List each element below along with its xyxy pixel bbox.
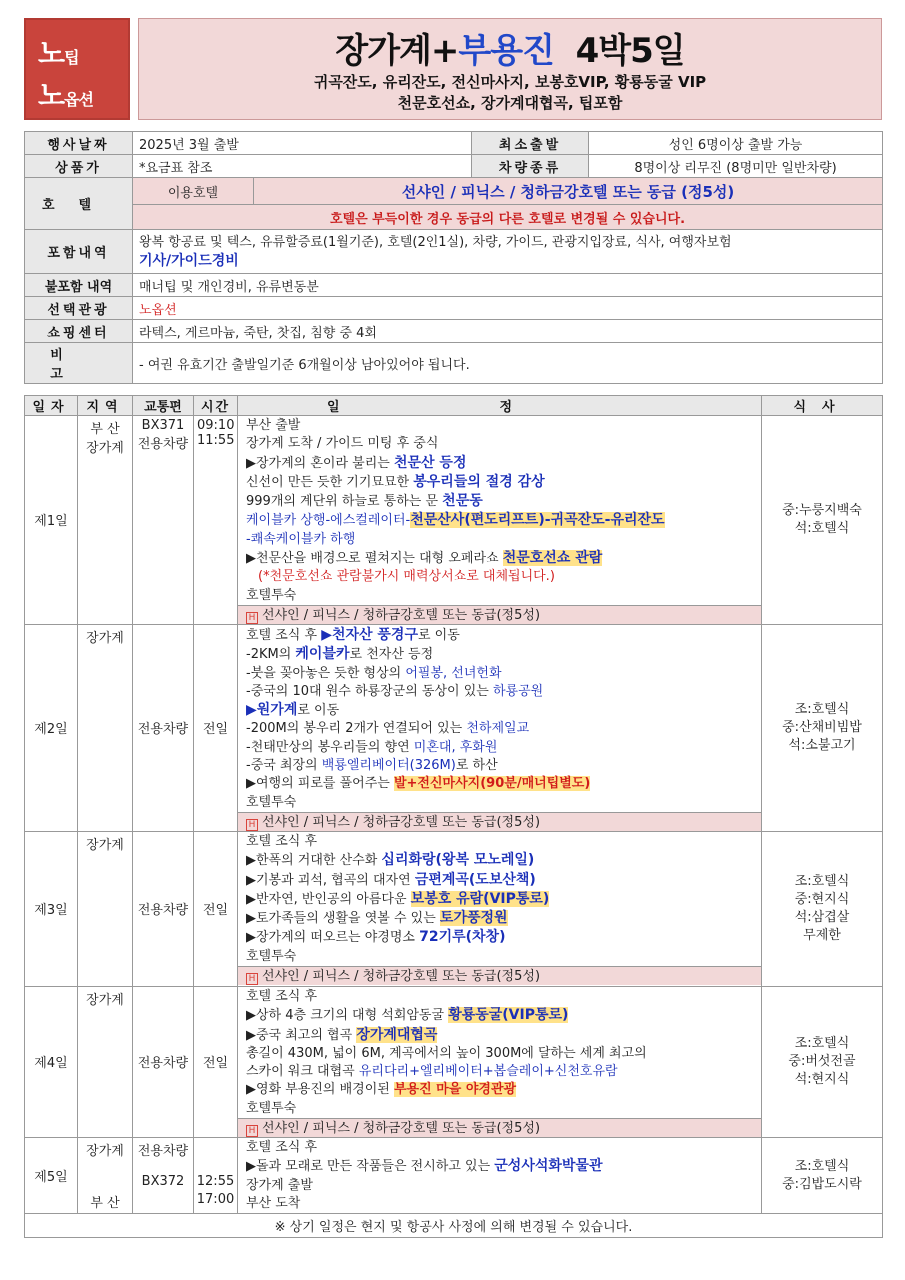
day-transport: 전용차량 <box>133 986 194 1137</box>
header-meal: 식사 <box>762 396 883 416</box>
day-meal: 조:호텔식 중:김밥도시락 <box>762 1138 883 1214</box>
schedule-table <box>24 395 883 1238</box>
brand-logo <box>24 18 130 120</box>
day-region: 장가계 부 산 <box>78 1138 133 1214</box>
included-line-2: 기사/가이드경비 <box>139 252 239 269</box>
label-min: 최소출발 <box>472 132 589 155</box>
label-date: 행사날짜 <box>25 132 133 155</box>
label-hotel: 호텔 <box>25 178 133 230</box>
day-time: 전일 <box>194 831 238 986</box>
day-label: 제3일 <box>25 831 78 986</box>
label-shopping: 쇼핑센터 <box>25 320 133 343</box>
day-region: 장가계 <box>78 831 133 986</box>
day-plan: 호텔 조식 후 ▶상하 4층 크기의 대형 석회암동굴 황룡동굴(VIP통로) ▶중국 최고의 협곡 장가계대협곡 총길이 430M, 넓이 6M, 계곡에서의 높이 300M에 달하는 세계 최고의 스카이 워크 대협곡 유리다리+엘리베이터+봅슬레이+신천호유람 ▶영화 부용진의 배경이된 부용진 마을 야경관광 호텔투숙 H 선샤인 / 피닉스 / 청하금강호텔 또는 동급(정5성) <box>238 986 762 1137</box>
header-region: 지역 <box>78 396 133 416</box>
day-time: 09:10 11:55 <box>194 416 238 625</box>
day-meal: 중:누룽지백숙 석:호텔식 <box>762 416 883 625</box>
label-note: 비고 <box>25 343 133 384</box>
value-min: 성인 6명이상 출발 가능 <box>589 132 883 155</box>
day-row-4 <box>25 986 883 1137</box>
hotel-icon: H <box>246 973 258 985</box>
footer-row <box>25 1214 883 1238</box>
hotel-info: H 선샤인 / 피닉스 / 청하금강호텔 또는 동급(정5성) <box>238 812 761 831</box>
day-plan: 호텔 조식 후 ▶천자산 풍경구로 이동 -2KM의 케이블카로 천자산 등정 -붓을 꽂아놓은 듯한 형상의 어필봉, 선녀헌화 -중국의 10대 원수 하룡장군의 동상이 있는 하룡공원 ▶원가계로 이동 -200M의 봉우리 2개가 연결되어 있는 천하제일교 -천태만상의 봉우리들의 향연 미혼대, 후화원 -중국 최장의 백룡엘리베이터(326M)로 하산 ▶여행의 피로를 풀어주는 발+전신마사지(90분/매너팁별도) 호텔투숙 H 선샤인 / 피닉스 / 청하금강호텔 또는 동급(정5성) <box>238 624 762 831</box>
value-note: - 여권 유효기간 출발일기준 6개월이상 남아있어야 됩니다. <box>133 343 883 384</box>
label-included: 포함내역 <box>25 230 133 274</box>
day-row-2 <box>25 624 883 831</box>
logo-sub-1: 팁 <box>64 48 79 67</box>
value-car: 8명이상 리무진 (8명미만 일반차량) <box>589 155 883 178</box>
hotel-icon: H <box>246 1125 258 1137</box>
day-time: 12:55 17:00 <box>194 1138 238 1214</box>
header-time: 시간 <box>194 396 238 416</box>
day-plan: 호텔 조식 후 ▶돌과 모래로 만든 작품들은 전시하고 있는 군성사석화박물관 장가계 출발 부산 도착 <box>238 1138 762 1214</box>
day-row-1 <box>25 416 883 625</box>
label-car: 차량종류 <box>472 155 589 178</box>
day-meal: 조:호텔식 중:산채비빔밥 석:소불고기 <box>762 624 883 831</box>
day-meal: 조:호텔식 중:버섯전골 석:현지식 <box>762 986 883 1137</box>
value-included <box>133 230 883 274</box>
value-shopping: 라텍스, 게르마늄, 죽탄, 찻집, 침향 중 4회 <box>133 320 883 343</box>
label-option: 선택관광 <box>25 297 133 320</box>
hotel-info: H 선샤인 / 피닉스 / 청하금강호텔 또는 동급(정5성) <box>238 1118 761 1137</box>
hotel-icon: H <box>246 612 258 624</box>
day-time: 전일 <box>194 624 238 831</box>
label-excluded: 불포함 내역 <box>25 274 133 297</box>
day-row-5 <box>25 1138 883 1214</box>
day-region: 장가계 <box>78 986 133 1137</box>
day-region: 부 산 장가계 <box>78 416 133 625</box>
day-row-3 <box>25 831 883 986</box>
value-price: *요금표 참조 <box>133 155 472 178</box>
included-line-1: 왕복 항공료 및 텍스, 유류할증료(1월기준), 호텔(2인1실), 차량, 가이드, 관광지입장료, 식사, 여행자보험 <box>139 234 732 250</box>
day-plan: 호텔 조식 후 ▶한폭의 거대한 산수화 십리화랑(왕복 모노레일) ▶기봉과 괴석, 협곡의 대자연 금편계곡(도보산책) ▶반자연, 반인공의 아름다운 보봉호 유람(VIP통로) ▶토가족들의 생활을 엿볼 수 있는 토가풍정원 ▶장가계의 떠오르는 야경명소 72기루(차창) 호텔투숙 H 선샤인 / 피닉스 / 청하금강호텔 또는 동급(정5성) <box>238 831 762 986</box>
day-transport: 전용차량 <box>133 831 194 986</box>
day-label: 제2일 <box>25 624 78 831</box>
day-transport: 전용차량 BX372 <box>133 1138 194 1214</box>
header-date: 일자 <box>25 396 78 416</box>
hotel-icon: H <box>246 819 258 831</box>
day-plan: 부산 출발 장가계 도착 / 가이드 미팅 후 중식 ▶장가계의 혼이라 불리는 천문산 등정 신선이 만든 듯한 기기묘묘한 봉우리들의 절경 감상 999개의 계단위 하늘로 통하는 문 천문동 케이블카 상행-에스컬레이터-천문산사(편도리프트)-귀곡잔도-유리잔도 -쾌속케이블카 하행 ▶천문산을 배경으로 펼쳐지는 대형 오페라쇼 천문호선쇼 관람 (*천문호선쇼 관람불가시 매력상서쇼로 대체됩니다.) 호텔투숙 H 선샤인 / 피닉스 / 청하금강호텔 또는 동급(정5성) <box>238 416 762 625</box>
header-transport: 교통편 <box>133 396 194 416</box>
value-option: 노옵션 <box>133 297 883 320</box>
hotel-info: H 선샤인 / 피닉스 / 청하금강호텔 또는 동급(정5성) <box>238 605 761 624</box>
label-price: 상품가 <box>25 155 133 178</box>
row-price <box>25 155 883 178</box>
day-label: 제5일 <box>25 1138 78 1214</box>
day-region: 장가계 <box>78 624 133 831</box>
subtitle-1: 귀곡잔도, 유리잔도, 전신마사지, 보봉호VIP, 황룡동굴 VIP <box>313 73 707 91</box>
subtitle-2: 천문호선쇼, 장가계대협곡, 팁포함 <box>397 94 623 112</box>
header-plan: 일정 <box>238 396 762 416</box>
row-date <box>25 132 883 155</box>
day-label: 제1일 <box>25 416 78 625</box>
label-hotel-sub: 이용호텔 <box>133 178 254 205</box>
logo-text-2: 노 <box>38 79 65 112</box>
row-excluded <box>25 274 883 297</box>
row-hotel-warning <box>25 205 883 230</box>
row-option <box>25 297 883 320</box>
hotel-info: H 선샤인 / 피닉스 / 청하금강호텔 또는 동급(정5성) <box>238 966 761 985</box>
schedule-header <box>25 396 883 416</box>
header <box>24 18 882 120</box>
row-shopping <box>25 320 883 343</box>
row-note <box>25 343 883 384</box>
title-box <box>138 18 882 120</box>
row-included <box>25 230 883 274</box>
logo-text-1: 노 <box>38 37 65 70</box>
page-title: 장가계+부용진 4박5일 <box>335 31 685 71</box>
info-table <box>24 131 883 384</box>
row-hotel <box>25 178 883 205</box>
day-transport: BX371 전용차량 <box>133 416 194 625</box>
value-date: 2025년 3월 출발 <box>133 132 472 155</box>
day-label: 제4일 <box>25 986 78 1137</box>
value-excluded: 매너팁 및 개인경비, 유류변동분 <box>133 274 883 297</box>
day-transport: 전용차량 <box>133 624 194 831</box>
footer-note: ※ 상기 일정은 현지 및 항공사 사정에 의해 변경될 수 있습니다. <box>25 1214 883 1238</box>
day-meal: 조:호텔식 중:현지식 석:삼겹살 무제한 <box>762 831 883 986</box>
hotel-warning: 호텔은 부득이한 경우 동급의 다른 호텔로 변경될 수 있습니다. <box>133 205 883 230</box>
logo-sub-2: 옵션 <box>64 90 93 109</box>
value-hotel: 선샤인 / 피닉스 / 청하금강호텔 또는 동급 (정5성) <box>254 178 883 205</box>
day-time: 전일 <box>194 986 238 1137</box>
